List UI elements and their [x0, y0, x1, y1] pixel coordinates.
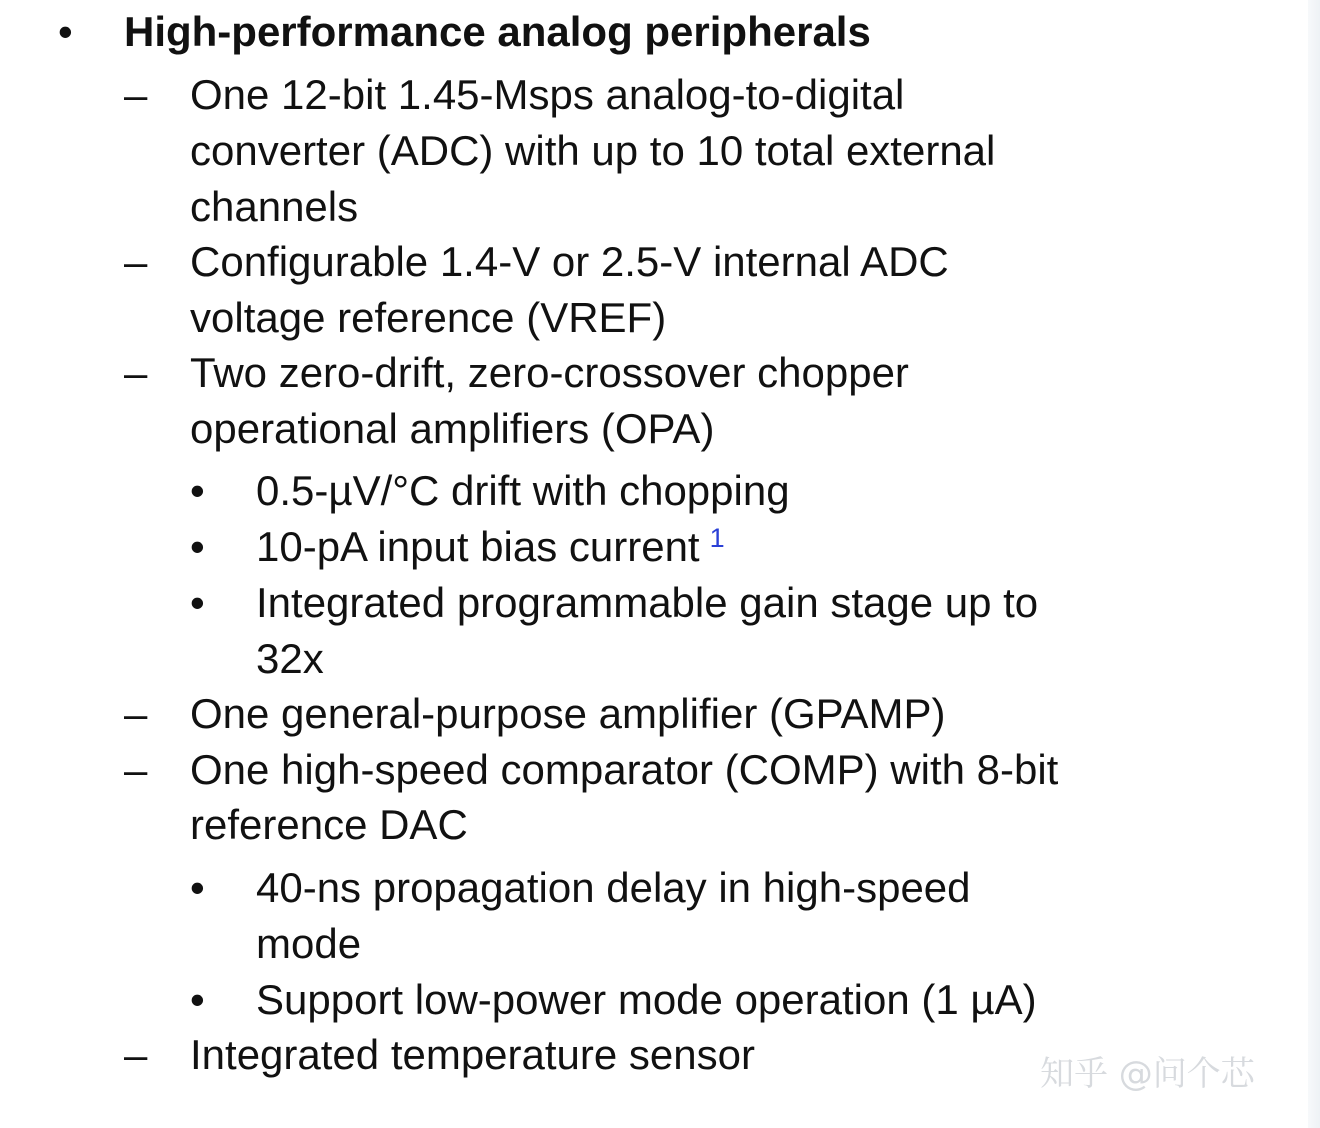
item-line: operational amplifiers (OPA) — [190, 405, 715, 452]
item-dash: – — [124, 238, 148, 285]
item-line: converter (ADC) with up to 10 total external — [190, 127, 996, 174]
item-line: voltage reference (VREF) — [190, 294, 667, 341]
subitem-line-with-footnote — [256, 519, 725, 575]
page-edge-shade — [1308, 0, 1320, 1128]
item-line: One high-speed comparator (COMP) with 8-bit — [190, 746, 1059, 793]
item-dash: – — [124, 1031, 148, 1078]
subitem-line: Support low-power mode operation (1 µA) — [256, 976, 1037, 1023]
item-line: Configurable 1.4-V or 2.5-V internal ADC — [190, 238, 949, 285]
item-line: Integrated temperature sensor — [190, 1031, 755, 1078]
subitem-bullet: • — [190, 579, 205, 626]
item-dash: – — [124, 690, 148, 737]
item-dash: – — [124, 746, 148, 793]
watermark-text: 知乎 @问个芯 — [1040, 1054, 1255, 1094]
subitem-bullet: • — [190, 523, 205, 570]
subitem-line: 40-ns propagation delay in high-speed — [256, 864, 971, 911]
subitem-bullet: • — [190, 467, 205, 514]
item-line: channels — [190, 183, 359, 230]
section-heading: High-performance analog peripherals — [124, 8, 871, 55]
item-line: One 12-bit 1.45-Msps analog-to-digital — [190, 71, 905, 118]
item-line: Two zero-drift, zero-crossover chopper — [190, 349, 909, 396]
subitem-text: 10-pA input bias current — [256, 523, 700, 570]
footnote-link[interactable]: 1 — [709, 523, 725, 553]
subitem-bullet: • — [190, 864, 205, 911]
item-dash: – — [124, 71, 148, 118]
item-dash: – — [124, 349, 148, 396]
subitem-line: Integrated programmable gain stage up to — [256, 579, 1039, 626]
item-line: One general-purpose amplifier (GPAMP) — [190, 690, 946, 737]
subitem-line: mode — [256, 920, 362, 967]
subitem-line: 0.5-µV/°C drift with chopping — [256, 467, 790, 514]
item-line: reference DAC — [190, 801, 468, 848]
subitem-line: 32x — [256, 635, 324, 682]
subitem-bullet: • — [190, 976, 205, 1023]
heading-bullet: • — [58, 8, 73, 55]
